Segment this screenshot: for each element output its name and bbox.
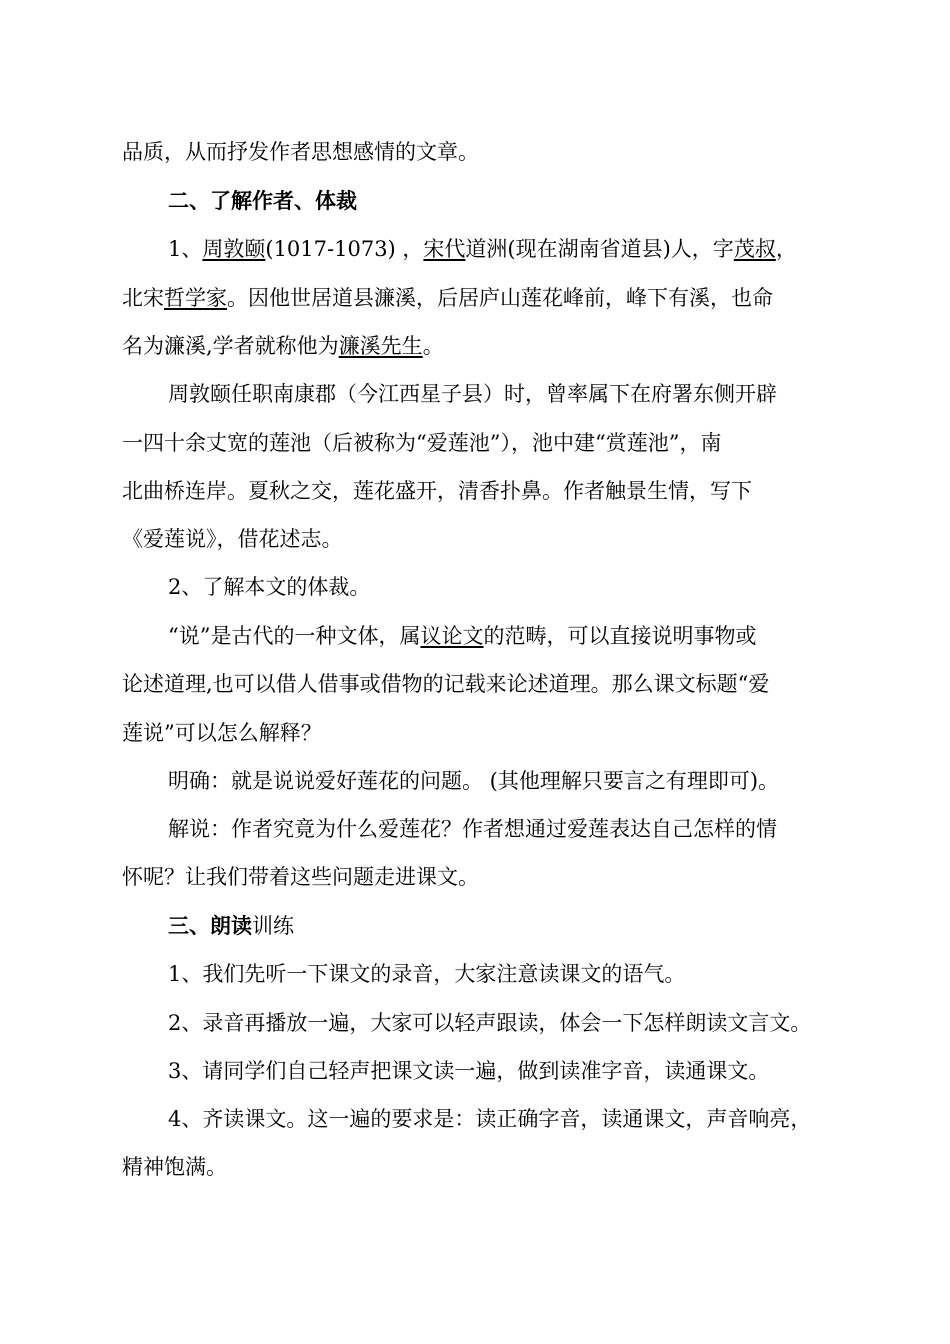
list-number: 1、 (168, 237, 203, 261)
author-intro-line-3 (122, 333, 444, 359)
answer-line: 明确：就是说说爱好莲花的问题。 (其他理解只要言之有理即可)。 (168, 769, 780, 793)
reading-step-2: 2、录音再播放一遍，大家可以轻声跟读，体会一下怎样朗读文言文。 (168, 1011, 812, 1035)
author-intro-line-2 (122, 285, 773, 311)
text-segment: 北宋 (122, 286, 164, 310)
heading-bold-part: 三、朗读 (168, 913, 252, 938)
genre-line-3: 莲说”可以怎么解释？ (122, 721, 322, 745)
birthplace-text: 道洲(现在湖南省道县)人，字 (465, 237, 734, 261)
punctuation: ， (775, 237, 797, 261)
background-line-1: 周敦颐任职南康郡（今江西星子县）时，曾率属下在府署东侧开辟 (168, 382, 777, 406)
punctuation: 。 (422, 334, 444, 358)
dynasty-link: 宋代 (423, 237, 466, 261)
author-name-link: 周敦颐 (202, 237, 266, 261)
reading-step-4-continuation: 精神饱满。 (122, 1155, 227, 1179)
reading-step-3: 3、请同学们自己轻声把课文读一遍，做到读准字音，读通课文。 (168, 1059, 770, 1083)
argumentative-essay-link: 议论文 (420, 624, 484, 648)
paragraph-continuation: 品质，从而抒发作者思想感情的文章。 (122, 140, 479, 164)
section-heading-author-genre: 二、了解作者、体裁 (168, 188, 357, 213)
genre-line-2: 论述道理,也可以借人借事或借物的记载来论述道理。那么课文标题“爱 (122, 672, 770, 696)
explanation-line-2: 怀呢？让我们带着这些问题走进课文。 (122, 865, 479, 889)
courtesy-name-link: 茂叔 (733, 237, 776, 261)
text-segment: “说”是古代的一种文体，属 (168, 624, 421, 648)
heading-normal-part: 训练 (252, 914, 294, 938)
honorific-link: 濂溪先生 (338, 334, 423, 358)
author-intro-line-1 (168, 236, 797, 262)
background-line-2: 一四十余丈宽的莲池（后被称为“爱莲池”），池中建“赏莲池”，南 (122, 431, 722, 455)
philosopher-link: 哲学家 (164, 286, 227, 310)
reading-step-1: 1、我们先听一下课文的录音，大家注意读课文的语气。 (168, 962, 686, 986)
background-line-4: 《爱莲说》，借花述志。 (122, 527, 343, 551)
section-heading-reading (168, 913, 294, 939)
text-segment: 。因他世居道县濂溪，后居庐山莲花峰前，峰下有溪，也命 (227, 286, 773, 310)
text-segment: 的范畴，可以直接说明事物或 (483, 624, 757, 648)
background-line-3: 北曲桥连岸。夏秋之交，莲花盛开，清香扑鼻。作者触景生情，写下 (122, 479, 752, 503)
text-segment: 名为濂溪,学者就称他为 (122, 334, 339, 358)
reading-step-4: 4、齐读课文。这一遍的要求是：读正确字音，读通课文，声音响亮， (168, 1107, 812, 1131)
explanation-line-1: 解说：作者究竟为什么爱莲花？作者想通过爱莲表达自己怎样的情 (168, 817, 777, 841)
genre-subheading: 2、了解本文的体裁。 (168, 575, 371, 599)
genre-line-1 (168, 623, 756, 649)
author-years: (1017-1073) ， (265, 237, 424, 261)
